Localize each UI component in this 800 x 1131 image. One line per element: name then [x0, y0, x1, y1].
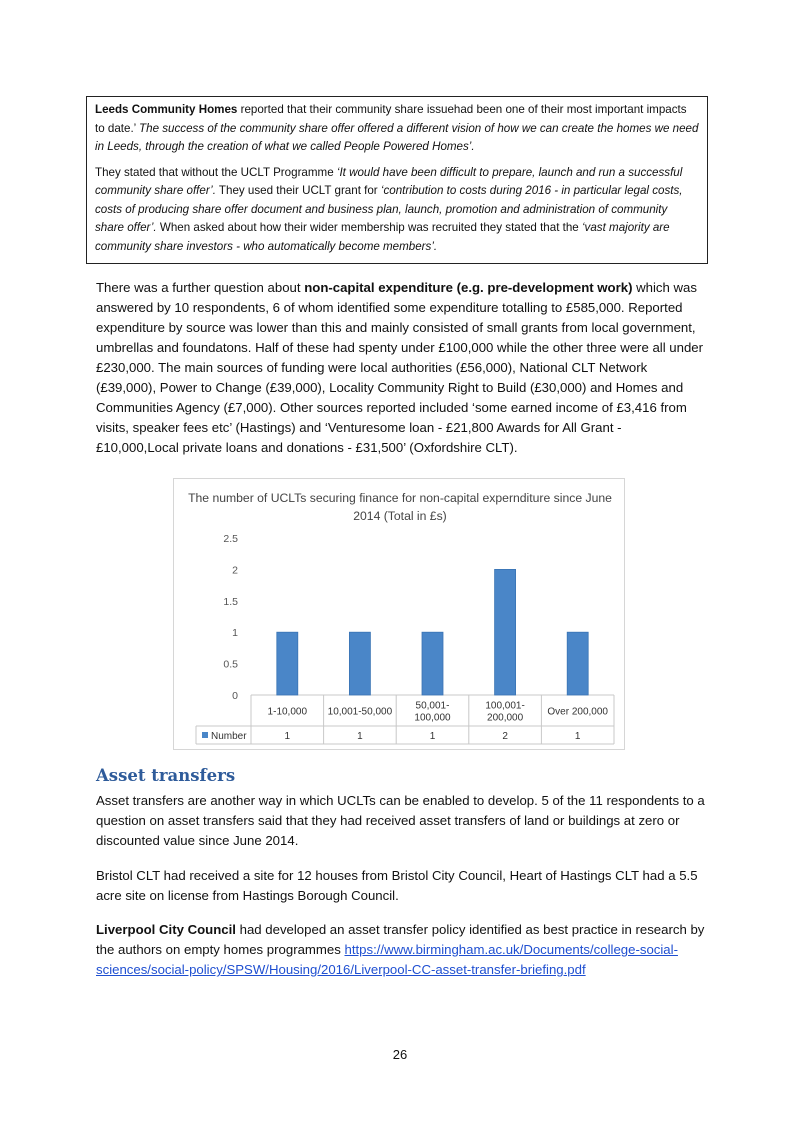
finance-chart	[173, 478, 625, 750]
legend-swatch	[202, 732, 208, 738]
bar	[422, 632, 443, 695]
table-value: 1	[574, 731, 581, 742]
table-value: 1	[357, 731, 363, 742]
case-study-org-name: Leeds Community Homes	[95, 103, 238, 116]
legend-label: Number	[211, 731, 247, 742]
category-label: 50,001-	[415, 700, 450, 712]
case-study-paragraph-1	[95, 101, 699, 157]
liverpool-paragraph	[96, 920, 706, 980]
bar	[277, 632, 298, 695]
category-label: 200,000	[487, 712, 524, 724]
bar	[567, 632, 588, 695]
table-value: 1	[284, 731, 291, 742]
paragraph-text: Asset transfers are another way in which UCLTs can be enabled to develop. 5 of the 11 respondents to a question on asset transfers said that they had received asset transfers of land or buildings at zero or discounted value since June 2014.	[96, 793, 705, 848]
paragraph-text: had developed an asset transfer policy identified as best practice in research by the authors on empty homes programmes	[96, 922, 705, 957]
y-tick-label: 2.5	[223, 533, 238, 545]
category-label: 10,001-50,000	[327, 706, 393, 718]
category-label: 100,000	[414, 712, 451, 724]
paragraph-text: Bristol CLT had received a site for 12 houses from Bristol City Council, Heart of Hastings CLT had a 5.5 acre site on license from Hastings Borough Council.	[96, 868, 698, 903]
y-tick-label: 1	[232, 627, 238, 640]
paragraph-bold-text: non-capital expenditure (e.g. pre-development work)	[304, 280, 633, 295]
case-study-text: They stated that without the UCLT Programme	[95, 165, 337, 179]
page-number: 26	[392, 1047, 408, 1062]
expenditure-paragraph	[96, 278, 706, 458]
case-study-quote: The success of the community share offer offered a different vision of how we can create the homes we need in Leeds, through the creation of what we called People Powered Homes’.	[95, 121, 699, 153]
case-study-text: When asked about how their wider membership was recruited they stated that the	[156, 221, 582, 234]
category-label: Over 200,000	[547, 706, 609, 718]
case-study-quote: ‘vast majority are community share investors - who automatically become members’.	[95, 221, 670, 253]
y-tick-label: 0.5	[223, 658, 238, 671]
paragraph-text: which was answered by 10 respondents, 6 of whom identified some expenditure totalling to £585,000. Reported expenditure by source was lower than this and mainly consisted of small grants from local government, umbrellas and foundatons. Half of these had spenty under £100,000 while the other three were all under £230,000. The main sources of funding were local authorities (£56,000), National CLT Network (£39,000), Power to Change (£39,000), Locality Community Right to Build (£30,000) and Homes and Communities Agency (£7,000). Other sources reported included ‘some earned income of £3,416 from visits, speaker fees etc’ (Hastings) and ‘Venturesome loan - £21,800 Awards for All Grant - £10,000,Local private loans and donations - £31,500’ (Oxfordshire CLT).	[96, 280, 704, 455]
paragraph-bold-text: Liverpool City Council	[96, 922, 236, 937]
briefing-link[interactable]: https://www.birmingham.ac.uk/Documents/college-social-sciences/social-policy/SPSW/Housing/2016/Liverpool-CC-asset-transfer-briefing.pdf	[96, 942, 678, 977]
case-study-quote: ‘contribution to costs during 2016 - in particular legal costs, costs of producing share offer document and business plan, launch, promotion and administration of community share offer’.	[95, 184, 683, 234]
case-study-text: They used their UCLT grant for	[215, 184, 381, 197]
chart-svg	[174, 479, 626, 751]
asset-transfer-paragraph	[96, 791, 706, 851]
case-study-paragraph-2	[95, 164, 699, 257]
y-tick-label: 2	[232, 564, 238, 577]
section-heading: Asset transfers	[96, 766, 236, 785]
bar	[495, 569, 516, 695]
table-value: 1	[429, 731, 436, 742]
table-value: 2	[502, 731, 508, 742]
bristol-paragraph	[96, 866, 706, 906]
y-tick-label: 0	[232, 690, 238, 702]
bar	[349, 632, 370, 695]
paragraph-text: There was a further question about	[96, 280, 305, 295]
chart-title: The number of UCLTs securing finance for non-capital expernditure since June 2014 (Total in £s)	[188, 491, 612, 523]
category-label: 1-10,000	[267, 706, 308, 718]
case-study-text: reported that their community share issuehad been one of their most important impacts to date.’	[95, 103, 687, 135]
y-tick-label: 1.5	[223, 595, 238, 608]
case-study-box	[86, 96, 708, 264]
case-study-quote: ‘It would have been difficult to prepare, launch and run a successful community share offer’.	[95, 165, 683, 197]
category-label: 100,001-	[485, 700, 525, 712]
